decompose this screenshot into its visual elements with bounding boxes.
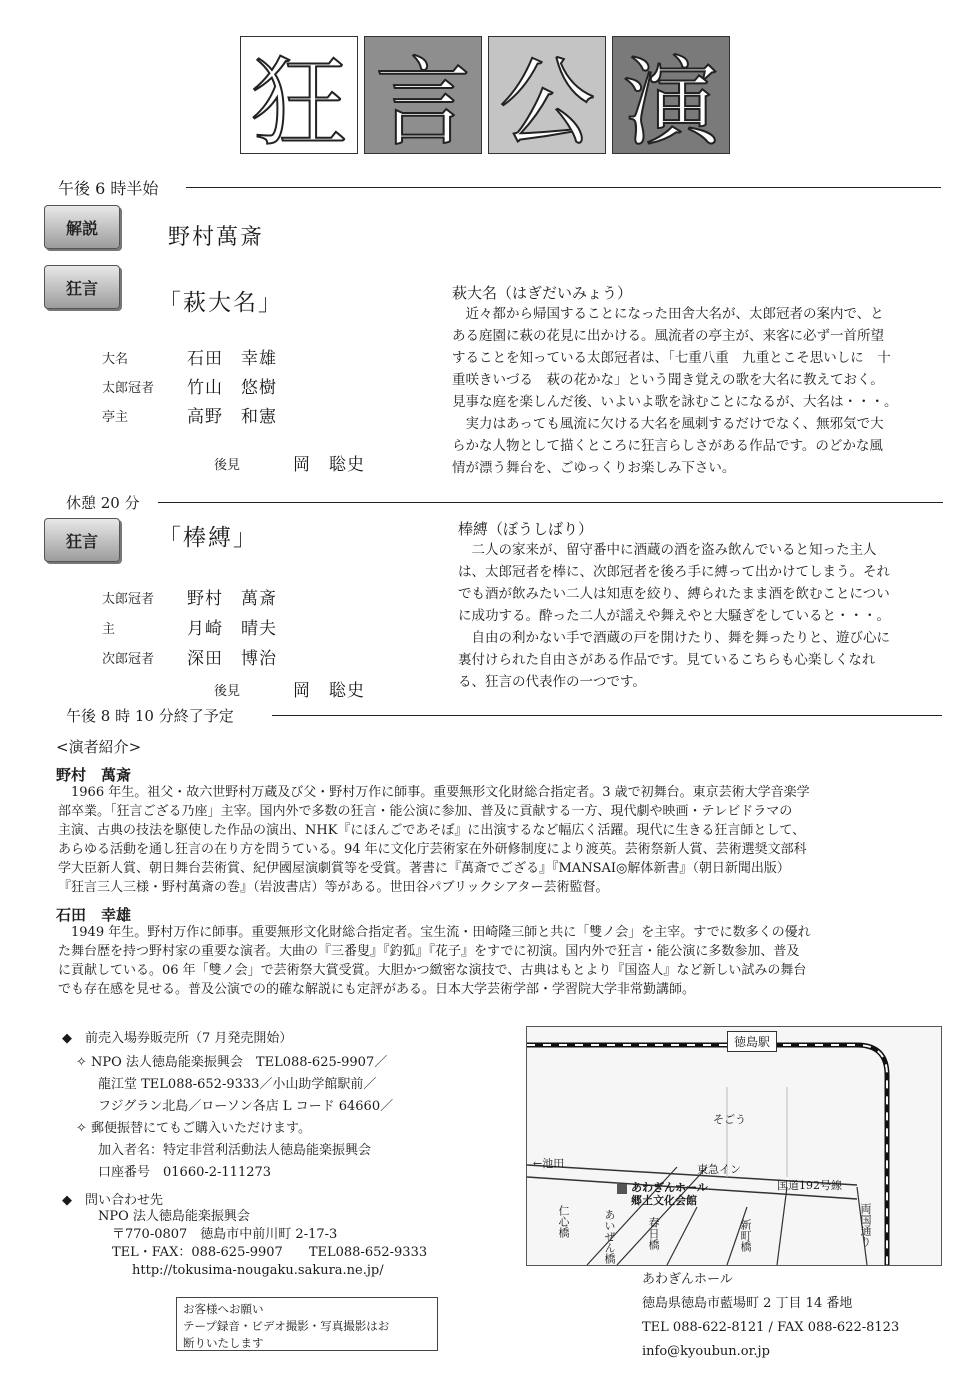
map-bridge: 仁心橋 bbox=[557, 1205, 570, 1238]
venue-info: あわぎんホール 徳島県徳島市藍場町 2 丁目 14 番地 TEL 088-622-8121 / FAX 088-622-8123 info@kyoubun.or.jp bbox=[642, 1268, 899, 1364]
play2-description: 二人の家来が、留守番中に酒蔵の酒を盗み飲んでいると知った主人 は、太郎冠者を棒に、次郎冠者を後ろ手に縛って出かけてしまう。それ でも酒が飲みたい二人は知恵を絞り、縛られたまま酒を飲むことについ に成功する。酔った二人が謡えや舞えやと大騒ぎをしていると・・・。 自由の利かない手で酒蔵の戸を開けたり、舞を舞ったりと、遊び心に 裏付けられた自由さがある作品です。見ているこちらも心楽しくなれ る、狂言の代表作の一つです。 bbox=[458, 542, 890, 690]
play1-koken: 岡 聡史 bbox=[293, 455, 365, 475]
title-char-1: 狂 bbox=[240, 36, 358, 154]
play2-role: 次郎冠者 bbox=[102, 652, 155, 667]
divider bbox=[272, 715, 942, 716]
divider bbox=[158, 502, 943, 503]
tickets-info: ✧ NPO 法人徳島能楽振興会 TEL088-625-9907／ 龍江堂 TEL088-652-9333／小山助学館駅前／ フジグラン北島／ローソン各店 L コード 64660／ ✧ 郵便振替にてもご購入いただけます。 加入者名：特定非営利活動法人徳島能楽振興会 口座番号 01660-2-111273 bbox=[76, 1055, 394, 1180]
performers-heading: <演者紹介> bbox=[56, 738, 142, 756]
venue-email[interactable]: info@kyoubun.or.jp bbox=[642, 1344, 770, 1359]
map-bridge: あいぜん橋 bbox=[603, 1209, 616, 1264]
notice-box: お客様へお願い テープ録音・ビデオ撮影・写真撮影はお 断りいたします bbox=[176, 1297, 438, 1351]
performer-bio: 1966 年生。祖父・故六世野村万蔵及び父・野村万作に師事。重要無形文化財総合指定者。3 歳で初舞台。東京芸術大学音楽学 部卒業。「狂言ござる乃座」主宰。国内外で多数の狂言・能公演に参加、普及に貢献する一方、現代劇や映画・テレビドラマの 主演、古典の技法を駆使した作品の演出、NHK『にほんごであそぼ』に出演するなど幅広く活躍。現代に生きる狂言師として、 あらゆる活動を通し狂言の在り方を問うている。94 年に文化庁芸術家在外研修制度により渡英。芸術祭新人賞、芸術選奨文部科 学大臣新人賞、朝日舞台芸術賞、紀伊國屋演劇賞等を受賞。著書に『萬斎でござる』『MANSAI◎解体新書』（朝日新聞出版） 『狂言三人三様・野村萬斎の巻』（岩波書店）等がある。世田谷パブリックシアター芸術監督。 bbox=[58, 785, 810, 895]
map-label: 国道192号線 bbox=[777, 1179, 842, 1192]
access-map bbox=[526, 1026, 942, 1266]
performer-name: 野村 萬斎 bbox=[56, 766, 132, 784]
map-bridge: 春日橋 bbox=[647, 1217, 660, 1250]
map-label: ←池田 bbox=[533, 1157, 565, 1170]
title-char-4: 演 bbox=[612, 36, 730, 154]
play2-koken-label: 後見 bbox=[214, 684, 241, 699]
website-link[interactable]: http://tokusima-nougaku.sakura.ne.jp/ bbox=[132, 1263, 384, 1278]
map-roads bbox=[527, 1027, 941, 1265]
map-bridge: 新町橋 bbox=[739, 1219, 752, 1252]
title-char-2: 言 bbox=[364, 36, 482, 154]
play1-title: 「萩大名」 bbox=[158, 290, 283, 316]
kaisetsu-name: 野村萬斎 bbox=[168, 225, 265, 250]
play2-actor: 野村 萬斎 bbox=[187, 589, 277, 609]
end-time: 午後 8 時 10 分終了予定 bbox=[66, 707, 234, 725]
play1-actor: 高野 和憲 bbox=[187, 407, 277, 427]
map-hall: 郷土文化会館 bbox=[631, 1194, 697, 1207]
kaisetsu-badge: 解説 bbox=[44, 205, 120, 249]
contact-heading: ◆ 問い合わせ先 bbox=[62, 1193, 163, 1208]
play2-koken: 岡 聡史 bbox=[293, 681, 365, 701]
map-street: 両国通り bbox=[859, 1203, 872, 1247]
map-label: そごう bbox=[713, 1113, 746, 1126]
play2-title: 「棒縛」 bbox=[158, 525, 258, 551]
play2-role: 太郎冠者 bbox=[102, 592, 155, 607]
title-char-3: 公 bbox=[488, 36, 606, 154]
play1-role: 大名 bbox=[102, 352, 129, 367]
play2-actor: 深田 博治 bbox=[187, 649, 277, 669]
play2-actor: 月崎 晴夫 bbox=[187, 619, 277, 639]
play2-desc-title: 棒縛（ぼうしばり） bbox=[458, 520, 594, 538]
play1-actor: 竹山 悠樹 bbox=[187, 378, 277, 398]
map-station: 徳島駅 bbox=[727, 1031, 777, 1052]
break-time: 休憩 20 分 bbox=[66, 494, 140, 512]
play1-role: 太郎冠者 bbox=[102, 381, 155, 396]
play1-description: 近々都から帰国することになった田舎大名が、太郎冠者の案内で、と ある庭園に萩の花見に出かける。風流者の亭主が、来客に必ず一首所望 することを知っている太郎冠者は、「七重八重 九重とこそ思いしに 十 重咲きいづる 萩の花かな」という聞き覚えの歌を大名に教えておく。 見事な庭を楽しんだ後、いよいよ歌を詠むことになるが、大名は・・・。 実力はあっても風流に欠ける大名を風刺するだけでなく、無邪気で大 らかな人物として描くところに狂言らしさがある作品です。のどかな風 情が漂う舞台を、ごゆっくりお楽しみ下さい。 bbox=[452, 306, 898, 476]
play1-actor: 石田 幸雄 bbox=[187, 349, 277, 369]
map-label: 東急イン bbox=[697, 1163, 741, 1176]
play2-role: 主 bbox=[102, 622, 116, 637]
play1-desc-title: 萩大名（はぎだいみょう） bbox=[452, 284, 633, 302]
performer-name: 石田 幸雄 bbox=[56, 906, 132, 924]
start-time: 午後 6 時半始 bbox=[58, 179, 159, 198]
divider bbox=[186, 187, 941, 188]
play1-koken-label: 後見 bbox=[214, 458, 241, 473]
contact-info: NPO 法人徳島能楽振興会 〒770-0807 徳島市中前川町 2-17-3 TEL・FAX：088-625-9907 TEL088-652-9333 http://tokusima-nougaku.sakura.ne.jp/ bbox=[98, 1208, 518, 1280]
play2-badge: 狂言 bbox=[44, 518, 120, 562]
tickets-heading: ◆ 前売入場券販売所（7 月発売開始） bbox=[62, 1031, 293, 1046]
play1-badge: 狂言 bbox=[44, 265, 120, 309]
map-hall: あわぎんホール bbox=[631, 1181, 708, 1194]
performer-bio: 1949 年生。野村万作に師事。重要無形文化財総合指定者。宝生流・田崎隆三師と共に「雙ノ会」を主宰。すでに数多くの優れ た舞台歴を持つ野村家の重要な演者。大曲の『三番叟』『釣狐』『花子』をすでに初演。国内外で狂言・能公演に多数参加、普及 に貢献している。06 年「雙ノ会」で芸術祭大賞受賞。大胆かつ緻密な演技で、古典はもとより『国盗人』など新しい試みの舞台 でも存在感を見せる。普及公演での的確な解説にも定評がある。日本大学芸術学部・学習院大学非常勤講師。 bbox=[58, 925, 811, 997]
play1-role: 亭主 bbox=[102, 410, 129, 425]
